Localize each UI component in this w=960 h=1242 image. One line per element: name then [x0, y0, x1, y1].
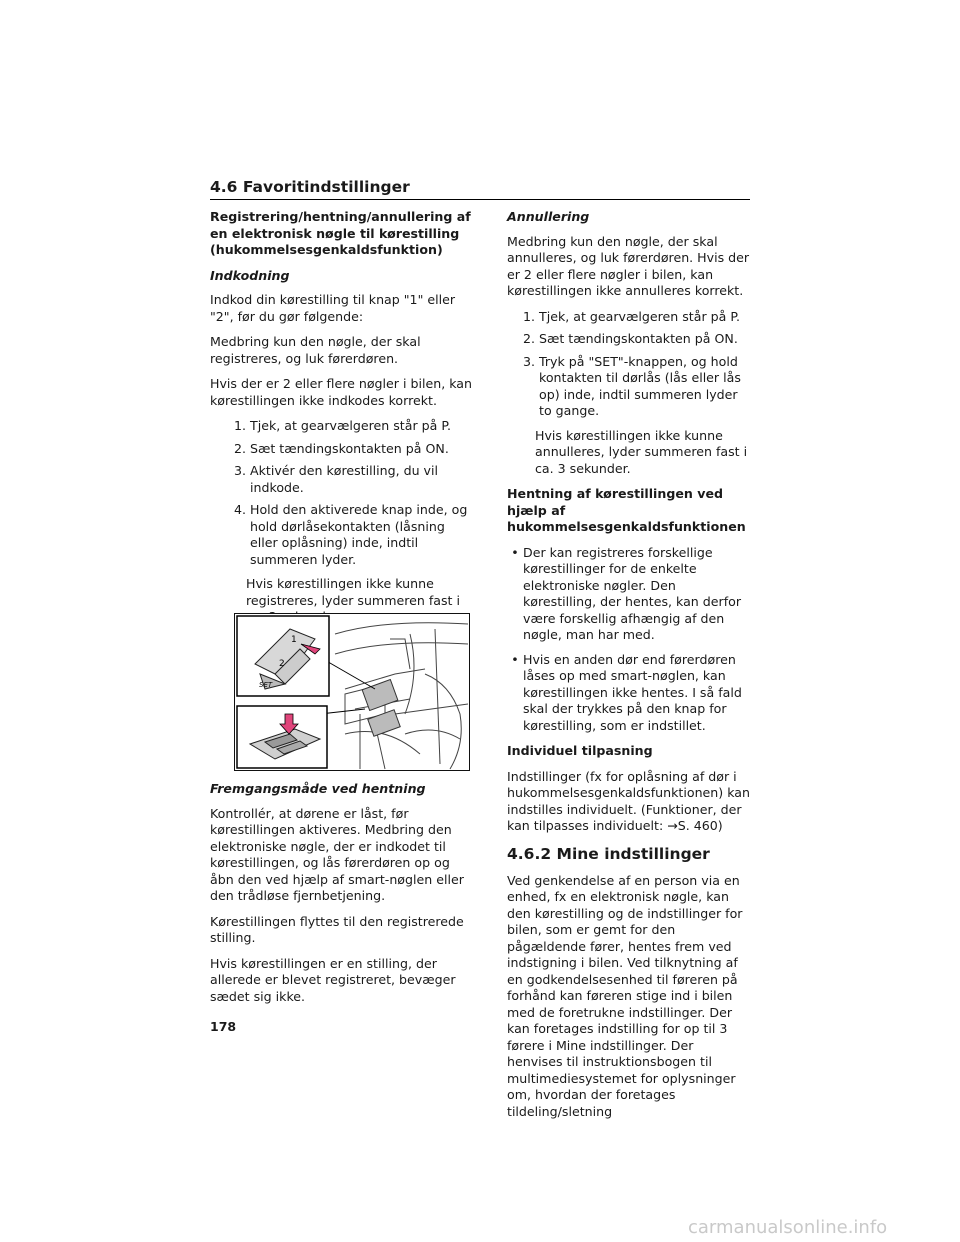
paragraph: Indstillinger (fx for oplåsning af dør i hukommelsesgenkaldsfunktionen) kan indstilles individuelt. (Funktioner, der kan tilpasses individuelt: →S. 460)	[507, 768, 750, 833]
bullet-dot: •	[511, 544, 519, 560]
step-number: 3.	[233, 463, 246, 478]
bullet-dot: •	[511, 651, 519, 667]
bullet-text: Hvis en anden dør end førerdøren låses op med smart-nøglen, kan kørestillingen ikke hentes. I så fald skal der trykkes på den knap for kørestilling, som er indstillet.	[523, 651, 742, 733]
subheading-individuel: Individuel tilpasning	[507, 743, 653, 758]
main-heading: Registrering/hentning/annullering af en elektronisk nøgle til kørestilling (hukommelsesgenkaldsfunktion)	[210, 209, 471, 257]
step-item	[210, 418, 472, 435]
subheading-indkodning: Indkodning	[210, 267, 290, 283]
step-text: Sæt tændingskontakten på ON.	[250, 440, 449, 456]
subheading-hentning: Fremgangsmåde ved hentning	[210, 781, 426, 796]
step-text: Tryk på "SET"-knappen, og hold kontakten til dørlås (lås eller lås op) inde, indtil summeren lyder to gange.	[539, 353, 741, 418]
step-number: 3.	[522, 353, 535, 369]
section-heading-mine-indstillinger: 4.6.2 Mine indstillinger	[507, 844, 710, 863]
step-text: Tjek, at gearvælgeren står på P.	[539, 308, 740, 324]
step-text: Aktivér den kørestilling, du vil indkode.	[250, 463, 439, 495]
section-header: 4.6 Favoritindstillinger	[210, 178, 410, 196]
label-set: SET	[259, 681, 273, 689]
paragraph: Kontrollér, at dørene er låst, før kørestillingen aktiveres. Medbring den elektroniske nøgle, der er indkodet til kørestillingen, og lås førerdøren op og åbn den ved hjælp af smart-nøglen eller den trådløse fjernbetjening.	[210, 805, 464, 903]
bullet-list	[507, 545, 752, 735]
steps-list	[507, 309, 752, 420]
paragraph: Indkod din kørestilling til knap "1" eller "2", før du gør følgende:	[210, 292, 456, 324]
subheading-hentning-hukommelse: Hentning af kørestillingen ved hjælp af hukommelsesgenkaldsfunktionen	[507, 486, 746, 534]
step-item	[507, 354, 752, 420]
step-text: Hold den aktiverede knap inde, og hold dørlåsekontakten (låsning eller oplåsning) inde, indtil summeren lyder.	[250, 502, 468, 567]
left-column	[210, 209, 472, 635]
paragraph: Hvis kørestillingen er en stilling, der allerede er blevet registreret, bevæger sædet sig ikke.	[210, 955, 456, 1004]
subheading-annullering: Annullering	[507, 209, 590, 224]
bullet-item	[507, 652, 752, 735]
paragraph: Hvis der er 2 eller flere nøgler i bilen, kan kørestillingen ikke indkodes korrekt.	[210, 376, 472, 408]
paragraph: Kørestillingen flyttes til den registrerede stilling.	[210, 913, 464, 945]
page-number: 178	[210, 1019, 237, 1034]
memory-switch-illustration	[234, 613, 470, 771]
step-note: Hvis kørestillingen ikke kunne registreres, lyder summeren fast i	[246, 576, 460, 608]
step-item	[507, 331, 752, 348]
step-item	[507, 309, 752, 326]
left-column-lower	[210, 781, 472, 1014]
header-rule	[210, 199, 750, 200]
label-1: 1	[291, 635, 297, 645]
paragraph: Medbring kun den nøgle, der skal annulleres, og luk førerdøren. Hvis der er 2 eller flere nøgler i bilen, kan kørestillingen ikke annulleres korrekt.	[507, 233, 750, 298]
step-number: 4.	[233, 502, 246, 517]
step-note: Hvis kørestillingen ikke kunne annulleres, lyder summeren fast i ca. 3 sekunder.	[535, 427, 748, 476]
step-item	[210, 441, 472, 458]
step-number: 1.	[522, 308, 535, 324]
paragraph: Ved genkendelse af en person via en enhed, fx en elektronisk nøgle, kan den kørestilling og de indstillinger for bilen, som er gemt for den pågældende fører, hentes frem ved indstigning i bilen. Ved tilknytning af en godkendelsesenhed til føreren på forhånd kan føreren stige ind i bilen med de foretrukne indstillinger. Der kan foretages indstilling for op til 3 førere i Mine indstillinger. Der henvises til instruktionsbogen til multimediesystemet for oplysninger om, hvordan der foretages tildeling/sletning	[507, 872, 743, 1119]
step-number: 1.	[233, 418, 246, 433]
paragraph: Medbring kun den nøgle, der skal registreres, og luk førerdøren.	[210, 334, 421, 366]
step-text: Tjek, at gearvælgeren står på P.	[250, 418, 451, 433]
step-number: 2.	[522, 331, 535, 346]
right-column	[507, 209, 752, 1129]
bullet-item	[507, 545, 752, 644]
car-door-panel-diagram	[235, 614, 469, 770]
step-item	[210, 463, 472, 496]
label-2: 2	[279, 659, 285, 669]
step-text: Sæt tændingskontakten på ON.	[539, 331, 738, 346]
watermark-logo: carmanualsonline.info	[688, 1217, 888, 1238]
bullet-text: Der kan registreres forskellige kørestillinger for de enkelte elektroniske nøgler. Den kørestilling, der hentes, kan derfor være forskellig afhængig af den nøgle, man har med.	[523, 544, 742, 642]
step-number: 2.	[233, 440, 246, 456]
steps-list	[210, 418, 472, 568]
step-item	[210, 502, 472, 568]
